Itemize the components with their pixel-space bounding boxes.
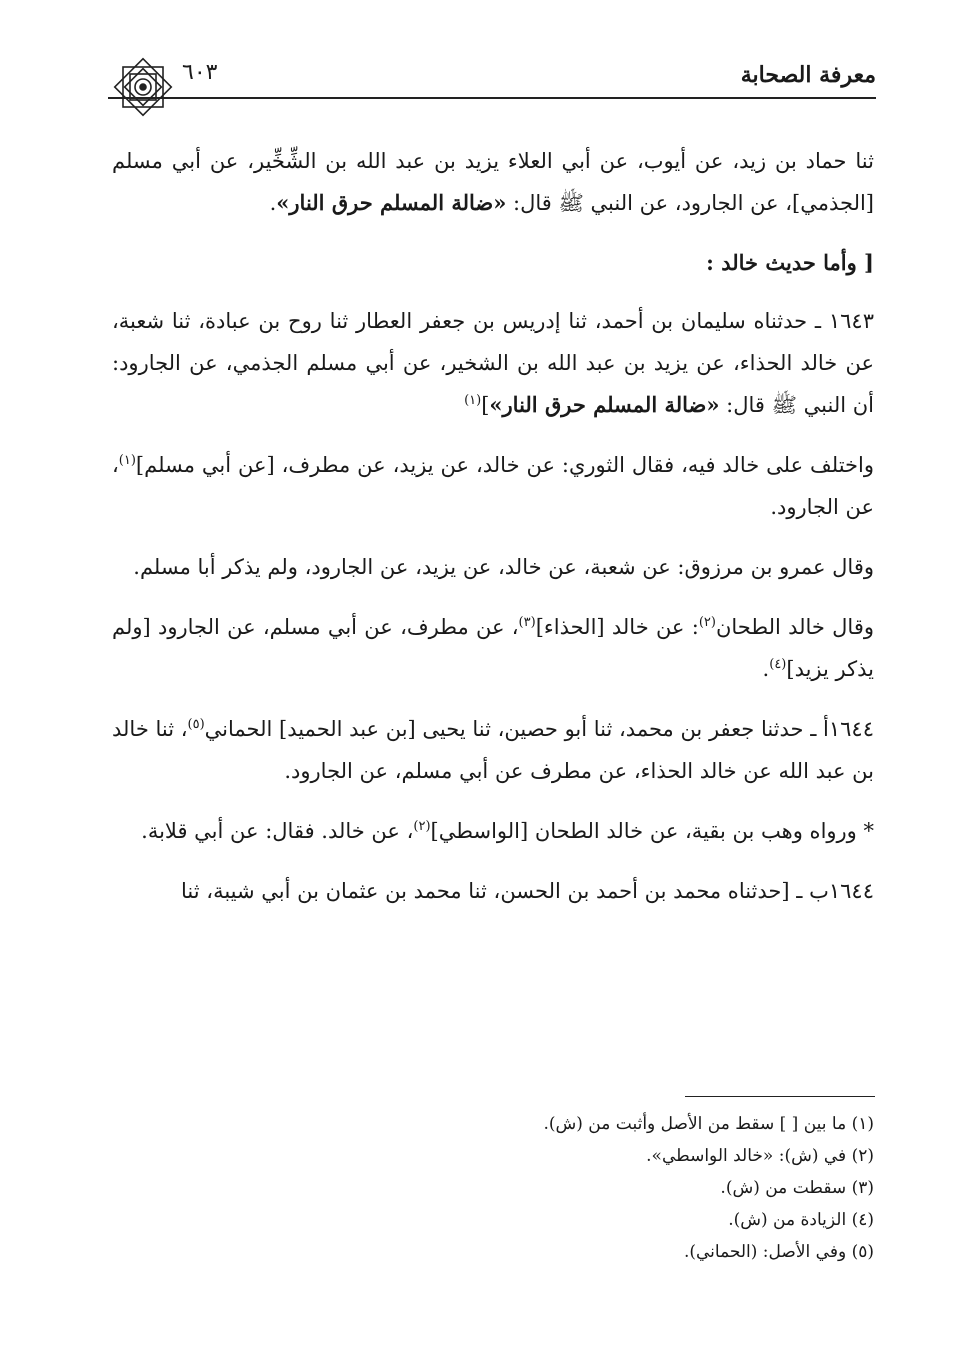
hadith-1644b: ١٦٤٤ب ـ [حدثناه محمد بن أحمد بن الحسن، ثنا محمد بن عثمان بن أبي شيبة، ثنا bbox=[181, 879, 874, 903]
hadith-1644a bbox=[112, 708, 874, 792]
para-tail: . bbox=[269, 191, 277, 215]
para-tail: . bbox=[762, 657, 770, 681]
para-tail: ، عن الجارود. bbox=[112, 453, 874, 519]
hadith-1643 bbox=[112, 300, 874, 426]
running-header bbox=[108, 58, 876, 98]
para-text: ثنا حماد بن زيد، عن أيوب، عن أبي العلاء يزيد بن عبد الله بن الشِّخِّير، عن أبي مسلم [الجذمي]، عن الجارود، عن النبي ﷺ قال: bbox=[112, 149, 874, 215]
running-title: معرفة الصحابة bbox=[740, 62, 876, 88]
hadith-quote: «ضالة المسلم حرق النار» bbox=[276, 190, 507, 215]
footnote-1: (١) ما بين [ ] سقط من الأصل وأثبت من (ش). bbox=[543, 1114, 874, 1134]
hadith-quote: «ضالة المسلم حرق النار» bbox=[489, 392, 720, 417]
main-text bbox=[112, 140, 874, 930]
para-text: * ورواه وهب بن بقية، عن خالد الطحان [الواسطي] bbox=[430, 819, 874, 843]
paragraph-continuation bbox=[112, 140, 874, 224]
header-rule bbox=[108, 97, 876, 99]
footnote-5: (٥) وفي الأصل: (الحماني). bbox=[683, 1242, 874, 1262]
paragraph-wahb bbox=[112, 810, 874, 852]
footnote-3: (٣) سقطت من (ش). bbox=[720, 1178, 874, 1198]
para-text: وقال خالد الطحان bbox=[715, 615, 874, 639]
footnote-ref: (٢) bbox=[698, 615, 716, 630]
footnote-ref: (٤) bbox=[769, 657, 787, 672]
star-rosette-ornament-icon bbox=[108, 52, 178, 122]
page-number: ٦٠٣ bbox=[182, 60, 218, 85]
footnote-2: (٢) في (ش): «خالد الواسطي». bbox=[646, 1146, 874, 1166]
section-heading: [ وأما حديث خالد : bbox=[706, 250, 874, 275]
footnote-ref: (٥) bbox=[187, 717, 205, 732]
para-text-2: : عن خالد [الحذاء] bbox=[535, 615, 699, 639]
para-text: واختلف على خالد فيه، فقال الثوري: عن خالد، عن يزيد، عن مطرف، [عن أبي مسلم] bbox=[135, 453, 874, 477]
footnotes bbox=[112, 1108, 874, 1268]
footnote-ref: (٣) bbox=[518, 615, 536, 630]
para-tail: ، ثنا خالد بن عبد الله عن خالد الحذاء، عن مطرف عن أبي مسلم، عن الجارود. bbox=[112, 717, 874, 783]
footnote-ref: (٢) bbox=[413, 819, 431, 834]
footnote-rule bbox=[685, 1096, 875, 1097]
paragraph-amr: وقال عمرو بن مرزوق: عن شعبة، عن خالد، عن يزيد، عن الجارود، ولم يذكر أبا مسلم. bbox=[133, 555, 874, 579]
paragraph-ikhtilaf bbox=[112, 444, 874, 528]
para-text: ١٦٤٤أ ـ حدثنا جعفر بن محمد، ثنا أبو حصين، ثنا يحيى [بن عبد الحميد] الحماني bbox=[204, 717, 874, 741]
footnote-ref: (١) bbox=[118, 453, 136, 468]
footnote-4: (٤) الزيادة من (ش). bbox=[728, 1210, 874, 1230]
para-text: ١٦٤٣ ـ حدثناه سليمان بن أحمد، ثنا إدريس بن جعفر العطار ثنا روح بن عبادة، ثنا شعبة، عن خالد الحذاء، عن يزيد بن عبد الله بن الشخير، عن أبي مسلم الجذمي، عن الجارود: أن النبي ﷺ قال: bbox=[112, 309, 874, 417]
para-text-3: ، عن مطرف، عن أبي مسلم، عن الجارود [ولم يذكر يزيد] bbox=[112, 615, 874, 681]
para-tail: ] bbox=[481, 393, 490, 417]
para-tail: ، عن خالد. فقال: عن أبي قلابة. bbox=[141, 819, 414, 843]
paragraph-tahhan bbox=[112, 606, 874, 690]
footnote-ref: (١) bbox=[464, 393, 482, 408]
